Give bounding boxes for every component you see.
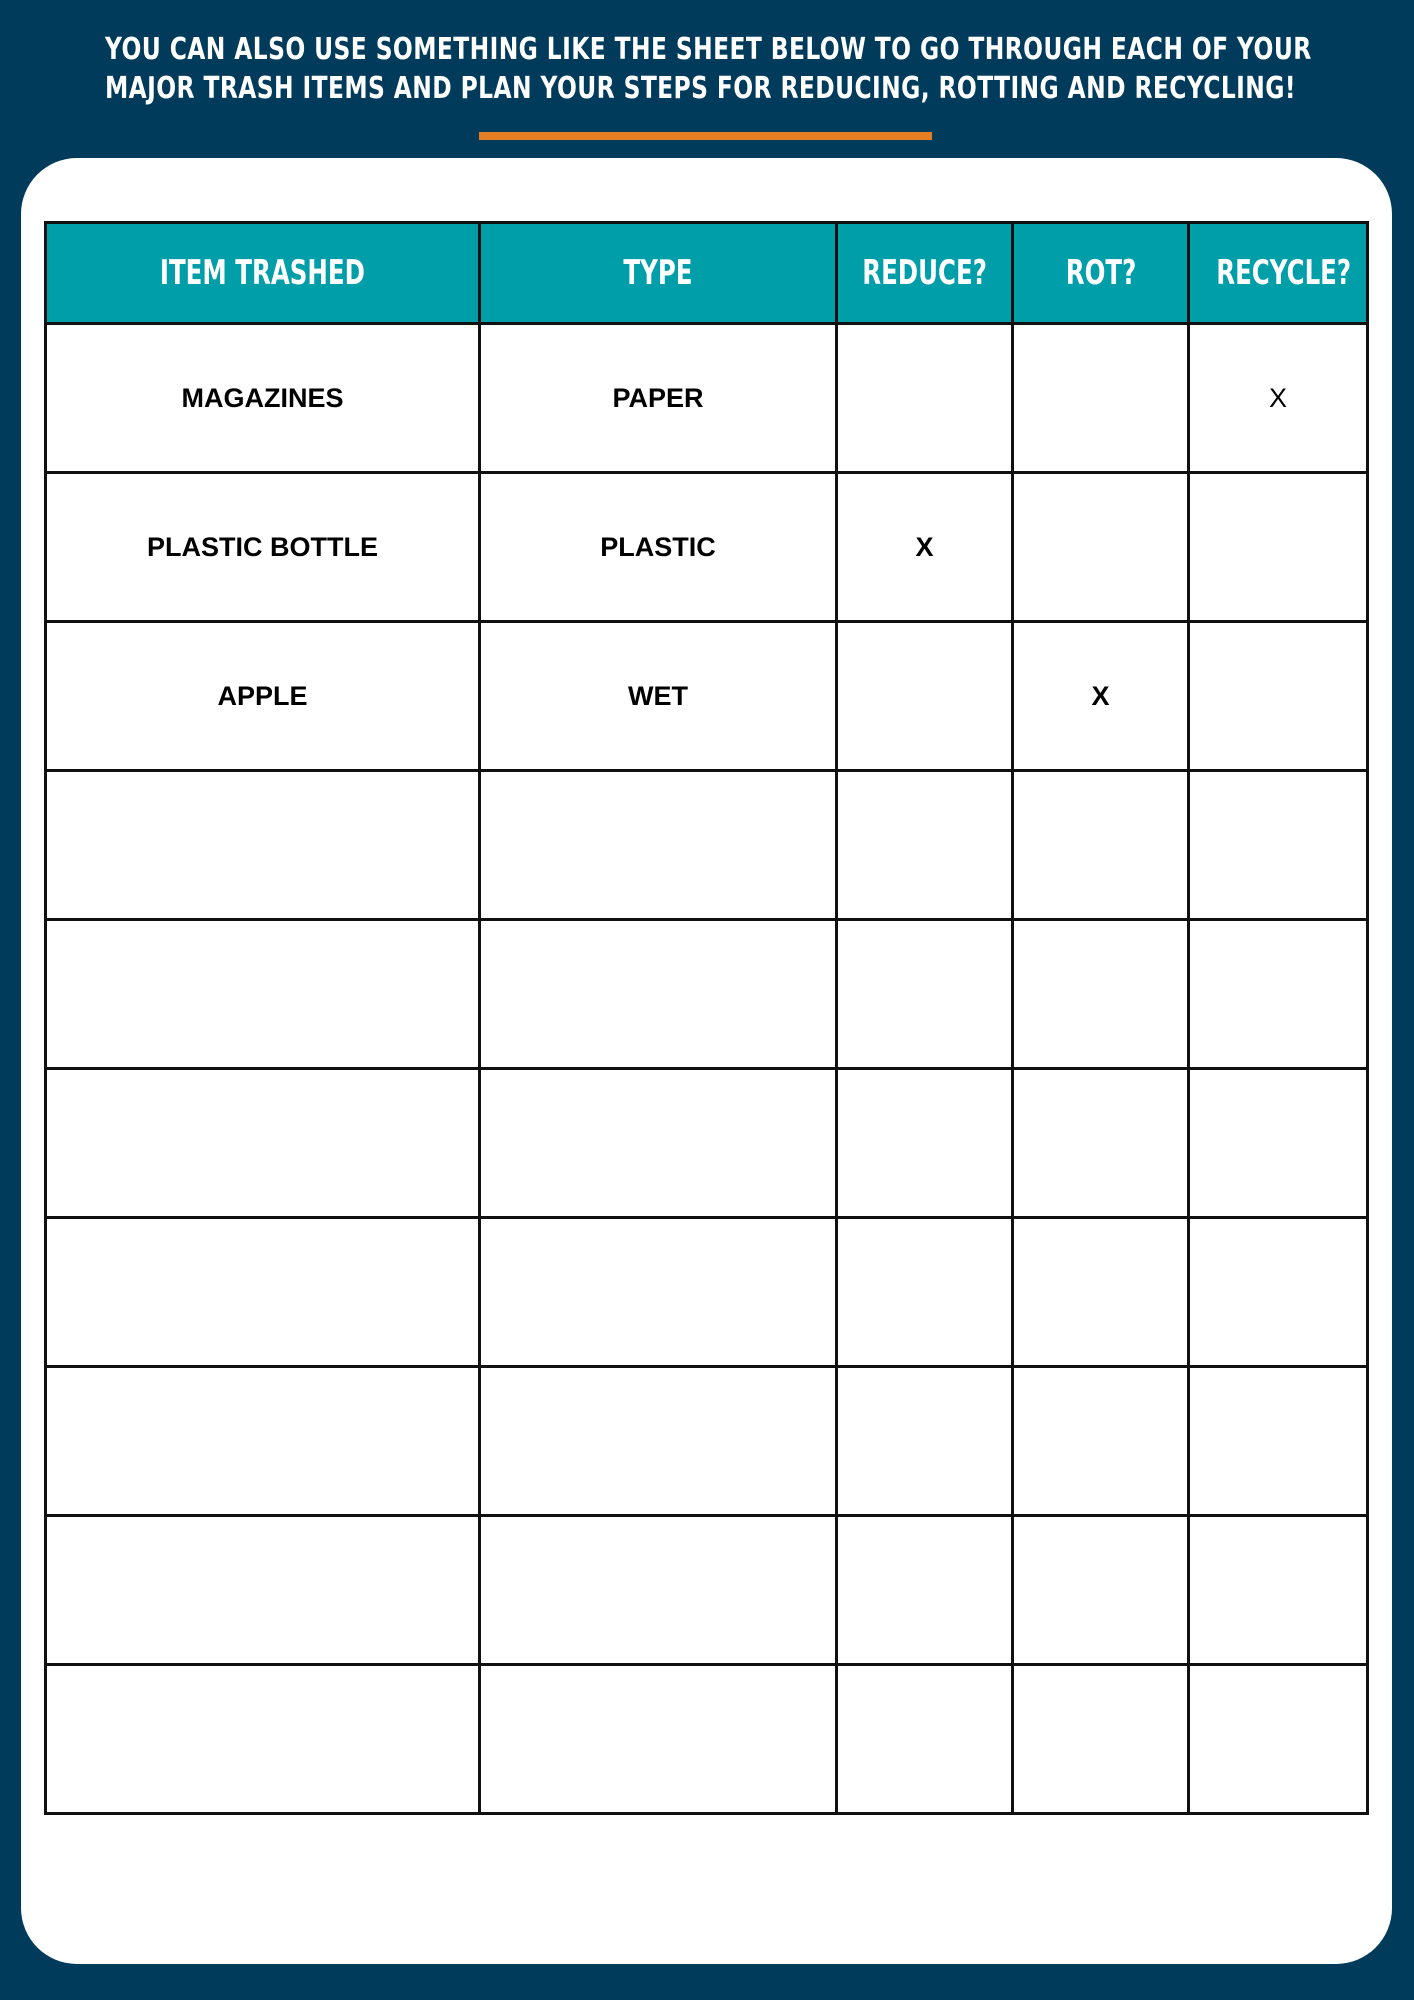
cell-rot	[1013, 1367, 1189, 1516]
cell-reduce: X	[837, 473, 1013, 622]
cell-item: PLASTIC BOTTLE	[46, 473, 480, 622]
cell-rot	[1013, 1665, 1189, 1814]
cell-item	[46, 1069, 480, 1218]
cell-recycle	[1189, 1665, 1368, 1814]
cell-type	[480, 1367, 837, 1516]
cell-type: PAPER	[480, 324, 837, 473]
cell-type	[480, 1665, 837, 1814]
header-label: RECYCLE?	[1216, 253, 1352, 293]
cell-rot	[1013, 1218, 1189, 1367]
cell-item	[46, 1665, 480, 1814]
cell-recycle: X	[1189, 324, 1368, 473]
table-header-row	[46, 223, 1368, 324]
cell-reduce	[837, 771, 1013, 920]
table-row	[46, 771, 1368, 920]
header-label: TYPE	[623, 253, 693, 293]
cell-item	[46, 1218, 480, 1367]
intro-line-1: YOU CAN ALSO USE SOMETHING LIKE THE SHEET BELOW TO GO THROUGH EACH OF YOUR	[105, 32, 1312, 67]
cell-item: APPLE	[46, 622, 480, 771]
table-row	[46, 1516, 1368, 1665]
header-type	[480, 223, 837, 324]
cell-rot	[1013, 920, 1189, 1069]
cell-reduce	[837, 1367, 1013, 1516]
cell-item	[46, 1367, 480, 1516]
cell-reduce	[837, 622, 1013, 771]
cell-item	[46, 1516, 480, 1665]
intro-heading	[105, 30, 1312, 108]
cell-rot	[1013, 771, 1189, 920]
cell-recycle	[1189, 771, 1368, 920]
table-row	[46, 1367, 1368, 1516]
cell-rot	[1013, 324, 1189, 473]
table-row	[46, 920, 1368, 1069]
cell-rot	[1013, 1516, 1189, 1665]
cell-reduce	[837, 1069, 1013, 1218]
cell-reduce	[837, 1218, 1013, 1367]
cell-type: PLASTIC	[480, 473, 837, 622]
header-reduce	[837, 223, 1013, 324]
cell-recycle	[1189, 1367, 1368, 1516]
table-row	[46, 1218, 1368, 1367]
cell-type	[480, 920, 837, 1069]
trash-planning-table	[44, 221, 1369, 1815]
table-row	[46, 324, 1368, 473]
cell-rot	[1013, 1069, 1189, 1218]
cell-item	[46, 771, 480, 920]
cell-reduce	[837, 1516, 1013, 1665]
cell-recycle	[1189, 1069, 1368, 1218]
header-rot	[1013, 223, 1189, 324]
header-label: ITEM TRASHED	[159, 253, 366, 293]
cell-recycle	[1189, 1218, 1368, 1367]
cell-type	[480, 1516, 837, 1665]
accent-divider	[479, 132, 932, 140]
cell-type	[480, 771, 837, 920]
table-row	[46, 1069, 1368, 1218]
cell-reduce	[837, 920, 1013, 1069]
cell-recycle	[1189, 473, 1368, 622]
cell-recycle	[1189, 920, 1368, 1069]
cell-type	[480, 1069, 837, 1218]
header-label: REDUCE?	[862, 253, 987, 293]
cell-reduce	[837, 324, 1013, 473]
cell-recycle	[1189, 1516, 1368, 1665]
cell-type	[480, 1218, 837, 1367]
cell-item: MAGAZINES	[46, 324, 480, 473]
cell-type: WET	[480, 622, 837, 771]
header-item-trashed	[46, 223, 480, 324]
table-row	[46, 1665, 1368, 1814]
cell-reduce	[837, 1665, 1013, 1814]
cell-recycle	[1189, 622, 1368, 771]
cell-item	[46, 920, 480, 1069]
cell-rot: X	[1013, 622, 1189, 771]
table-row	[46, 622, 1368, 771]
intro-line-2: MAJOR TRASH ITEMS AND PLAN YOUR STEPS FOR REDUCING, ROTTING AND RECYCLING!	[105, 71, 1296, 106]
cell-rot	[1013, 473, 1189, 622]
header-label: ROT?	[1065, 253, 1136, 293]
header-recycle	[1189, 223, 1368, 324]
table-row	[46, 473, 1368, 622]
